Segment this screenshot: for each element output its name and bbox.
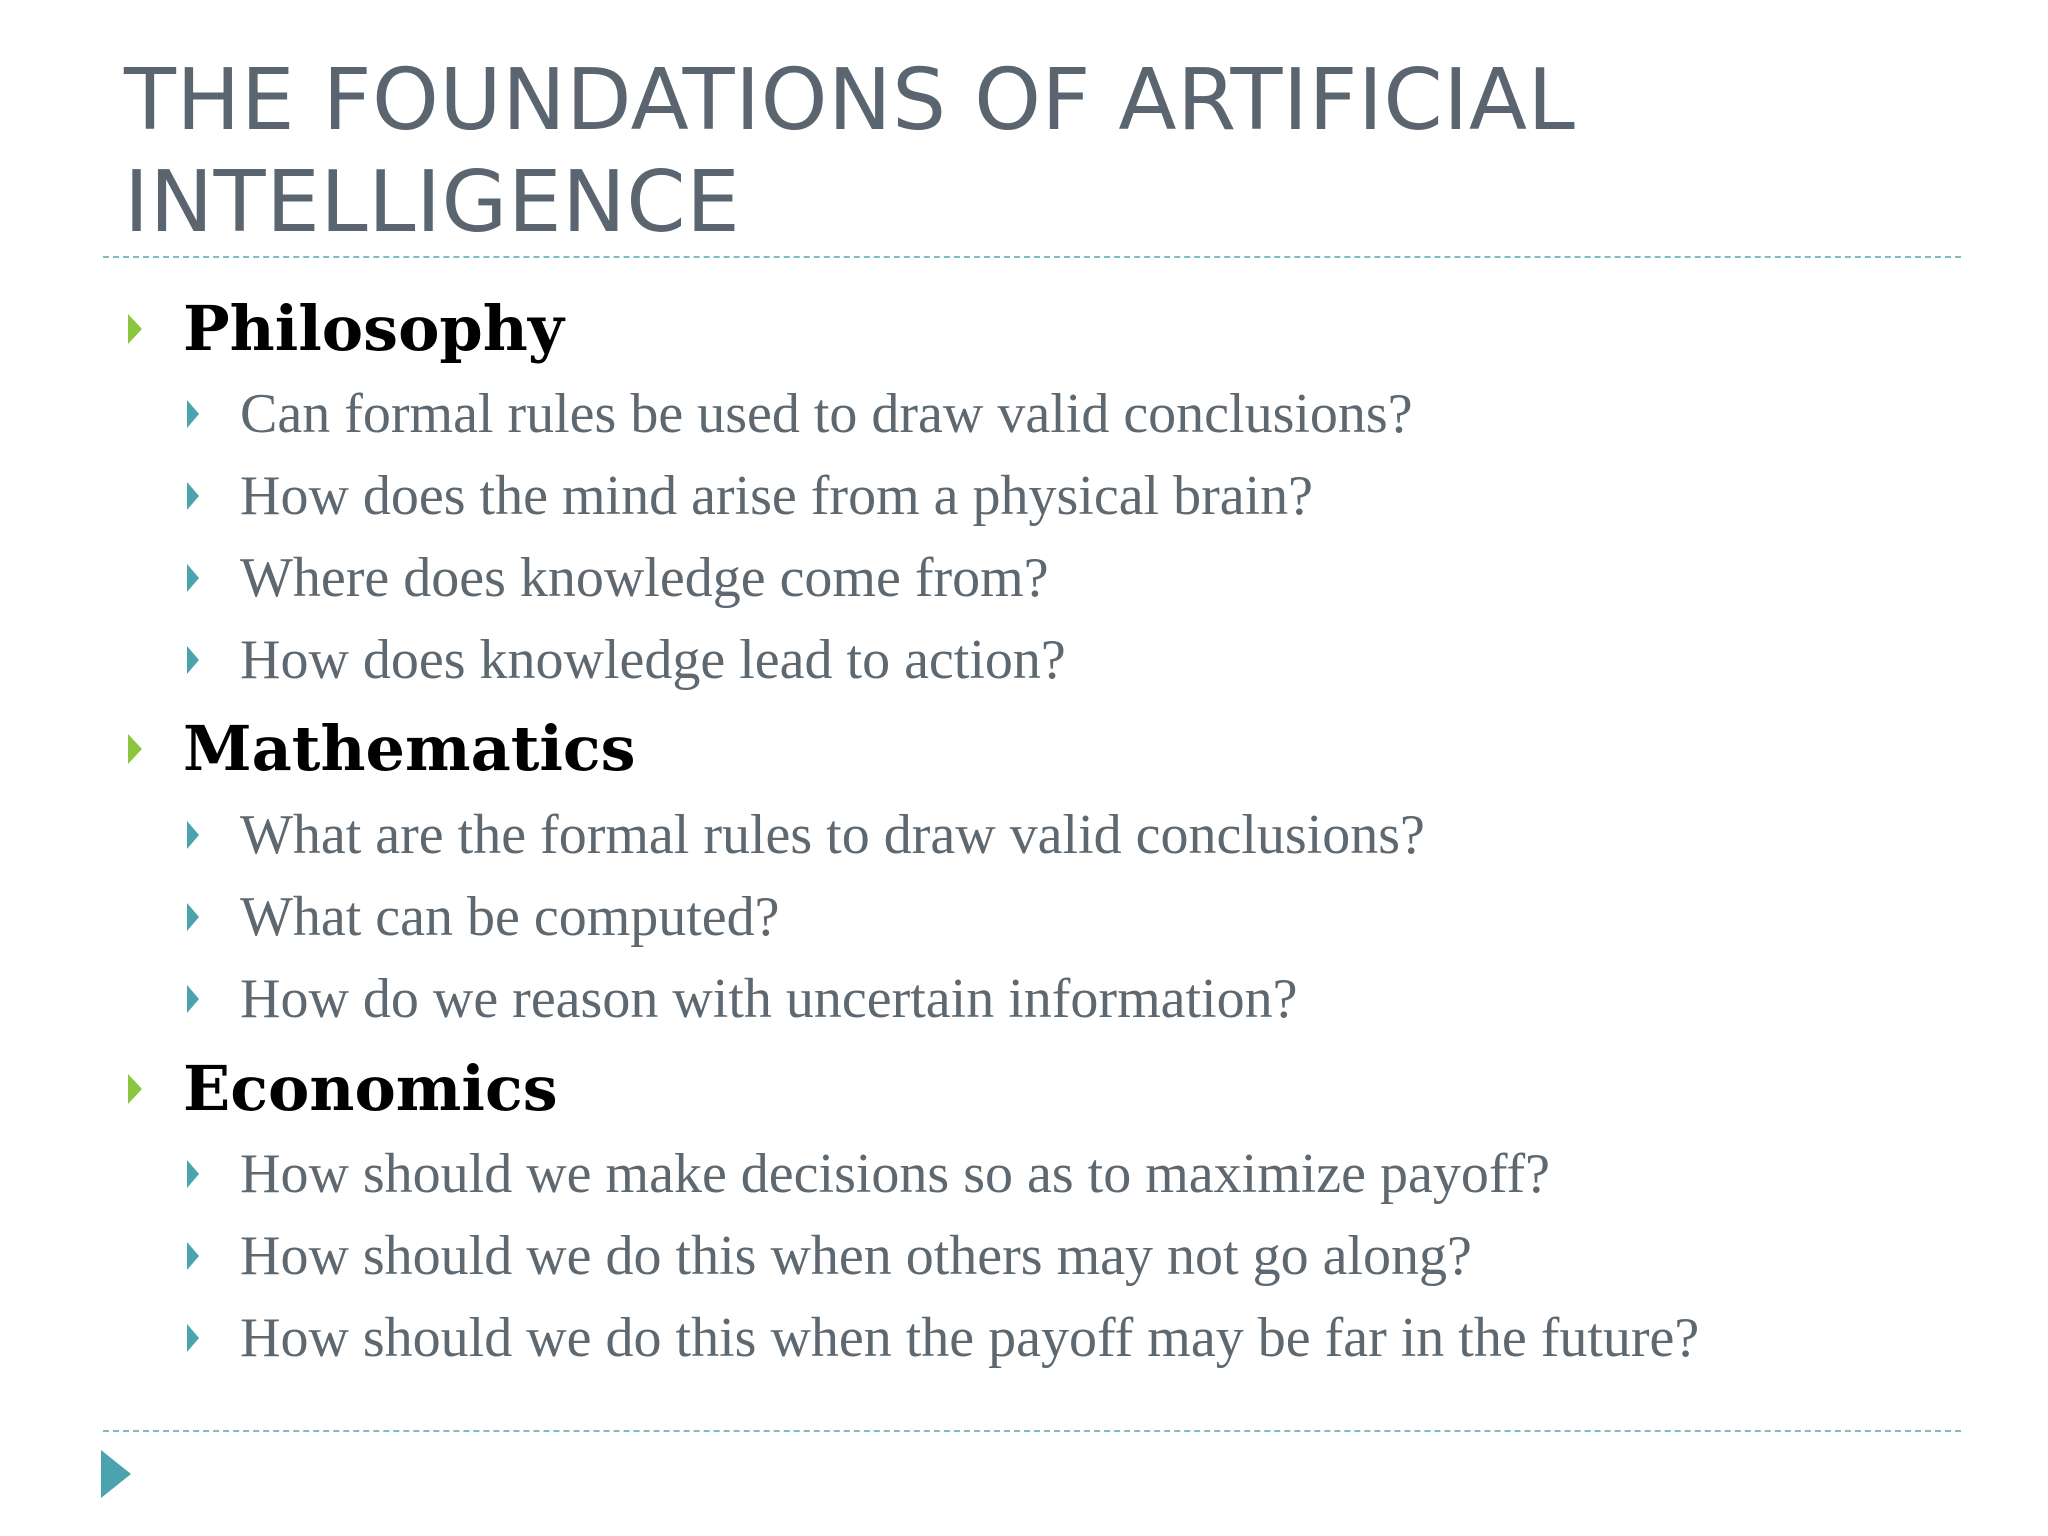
list-item-text: How should we do this when others may not go along? [240,1225,1472,1287]
list-item-text: How should we do this when the payoff may be far in the future? [240,1307,1700,1369]
item-bullet-icon [187,646,199,674]
item-bullet-icon [187,564,199,592]
section-heading: Mathematics [183,712,636,785]
list-item-text: Can formal rules be used to draw valid conclusions? [240,383,1413,445]
item-bullet-icon [187,821,199,849]
list-item-text: How does the mind arise from a physical brain? [240,465,1314,527]
item-bullet-icon [187,400,199,428]
section-bullet-icon [128,1074,142,1104]
next-slide-arrow-icon[interactable] [101,1450,131,1498]
item-bullet-icon [187,1324,199,1352]
list-item-text: What can be computed? [240,886,780,948]
list-item-text: Where does knowledge come from? [240,547,1049,609]
section-heading: Economics [183,1052,558,1125]
section-heading: Philosophy [183,292,564,365]
item-bullet-icon [187,985,199,1013]
item-bullet-icon [187,1242,199,1270]
list-item-text: How does knowledge lead to action? [240,629,1066,691]
item-bullet-icon [187,903,199,931]
item-bullet-icon [187,482,199,510]
bottom-divider [103,1430,1961,1432]
slide-title-line-2: INTELLIGENCE [124,153,741,252]
section-bullet-icon [128,314,142,344]
list-item-text: How do we reason with uncertain information? [240,968,1298,1030]
item-bullet-icon [187,1160,199,1188]
slide-title-line-1: THE FOUNDATIONS OF ARTIFICIAL [124,51,1576,150]
list-item-text: How should we make decisions so as to maximize payoff? [240,1143,1551,1205]
list-item-text: What are the formal rules to draw valid conclusions? [240,804,1425,866]
section-bullet-icon [128,734,142,764]
